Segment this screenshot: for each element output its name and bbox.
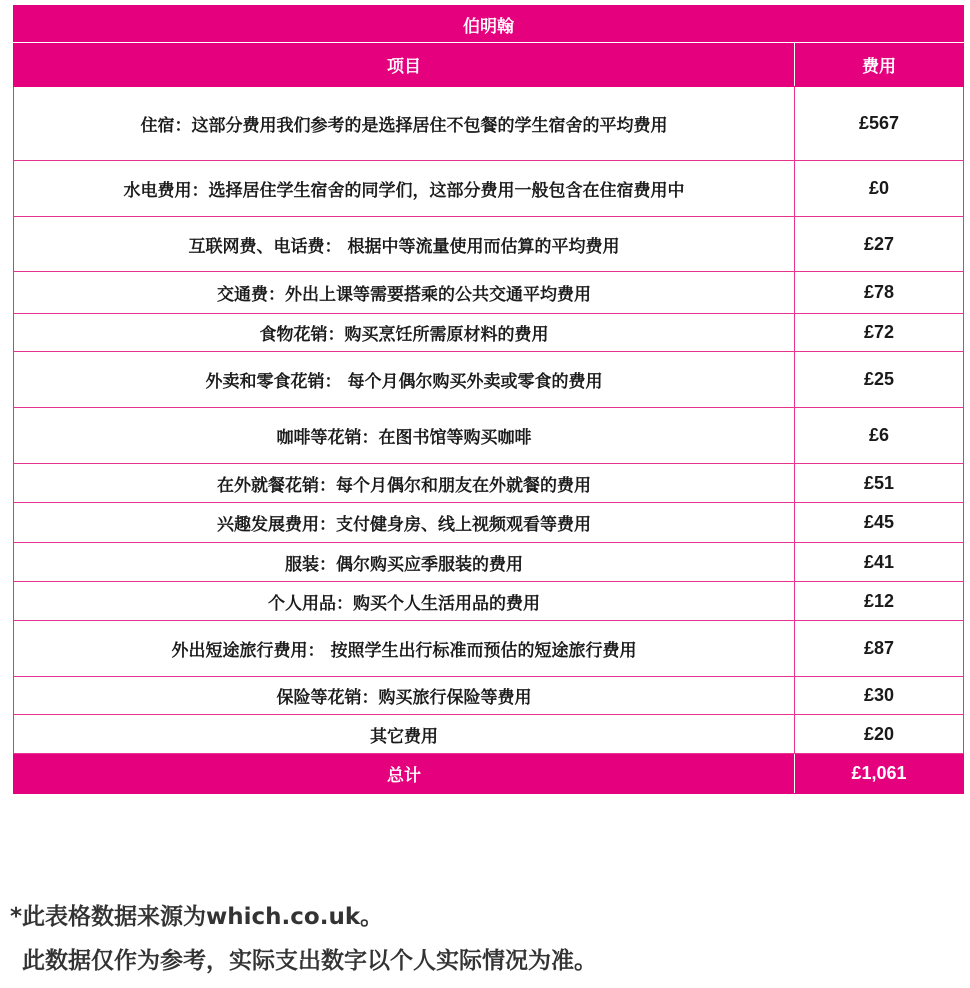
living-cost-table: [13, 5, 964, 794]
row-item-food: 食物花销：购买烹饪所需原材料的费用: [14, 314, 795, 352]
source-note: *此表格数据来源为which.co.uk。: [10, 904, 384, 930]
table-row: [14, 464, 964, 503]
footnotes: [10, 895, 960, 983]
row-item-takeaway-snacks: 外卖和零食花销： 每个月偶尔购买外卖或零食的费用: [14, 352, 795, 408]
header-cost: 费用: [795, 43, 964, 87]
row-cost-coffee: £6: [795, 408, 964, 464]
row-cost-food: £72: [795, 314, 964, 352]
row-cost-clothing: £41: [795, 543, 964, 582]
row-cost-utilities: £0: [795, 161, 964, 217]
table-row: [14, 677, 964, 715]
table-row: [14, 582, 964, 621]
row-item-insurance: 保险等花销：购买旅行保险等费用: [14, 677, 795, 715]
row-cost-transport: £78: [795, 272, 964, 314]
row-cost-dining-out: £51: [795, 464, 964, 503]
row-item-coffee: 咖啡等花销：在图书馆等购买咖啡: [14, 408, 795, 464]
table-row: [14, 272, 964, 314]
row-item-other: 其它费用: [14, 715, 795, 754]
total-label: 总计: [14, 754, 795, 794]
total-value: £1,061: [795, 754, 964, 794]
disclaimer-note: 此数据仅作为参考，实际支出数字以个人实际情况为准。: [22, 948, 597, 974]
table-header-row: [14, 43, 964, 87]
row-cost-accommodation: £567: [795, 87, 964, 161]
table-row: [14, 314, 964, 352]
table-row: [14, 87, 964, 161]
table-row: [14, 543, 964, 582]
table-row: [14, 408, 964, 464]
row-item-personal-items: 个人用品：购买个人生活用品的费用: [14, 582, 795, 621]
table-row: [14, 217, 964, 272]
row-item-dining-out: 在外就餐花销：每个月偶尔和朋友在外就餐的费用: [14, 464, 795, 503]
row-item-short-trips: 外出短途旅行费用： 按照学生出行标准而预估的短途旅行费用: [14, 621, 795, 677]
row-cost-personal-items: £12: [795, 582, 964, 621]
table-row: [14, 161, 964, 217]
row-item-hobbies: 兴趣发展费用：支付健身房、线上视频观看等费用: [14, 503, 795, 543]
row-cost-short-trips: £87: [795, 621, 964, 677]
row-item-utilities: 水电费用：选择居住学生宿舍的同学们，这部分费用一般包含在住宿费用中: [14, 161, 795, 217]
row-item-internet-phone: 互联网费、电话费： 根据中等流量使用而估算的平均费用: [14, 217, 795, 272]
row-item-accommodation: 住宿：这部分费用我们参考的是选择居住不包餐的学生宿舍的平均费用: [14, 87, 795, 161]
row-item-clothing: 服装：偶尔购买应季服装的费用: [14, 543, 795, 582]
table-row: [14, 621, 964, 677]
cost-table-container: [13, 5, 963, 794]
table-row: [14, 503, 964, 543]
row-cost-takeaway-snacks: £25: [795, 352, 964, 408]
row-item-transport: 交通费：外出上课等需要搭乘的公共交通平均费用: [14, 272, 795, 314]
row-cost-hobbies: £45: [795, 503, 964, 543]
table-title-row: [14, 6, 964, 43]
total-row: [14, 754, 964, 794]
header-item: 项目: [14, 43, 795, 87]
row-cost-insurance: £30: [795, 677, 964, 715]
row-cost-internet-phone: £27: [795, 217, 964, 272]
row-cost-other: £20: [795, 715, 964, 754]
table-row: [14, 715, 964, 754]
table-row: [14, 352, 964, 408]
table-title-city: 伯明翰: [14, 6, 964, 43]
